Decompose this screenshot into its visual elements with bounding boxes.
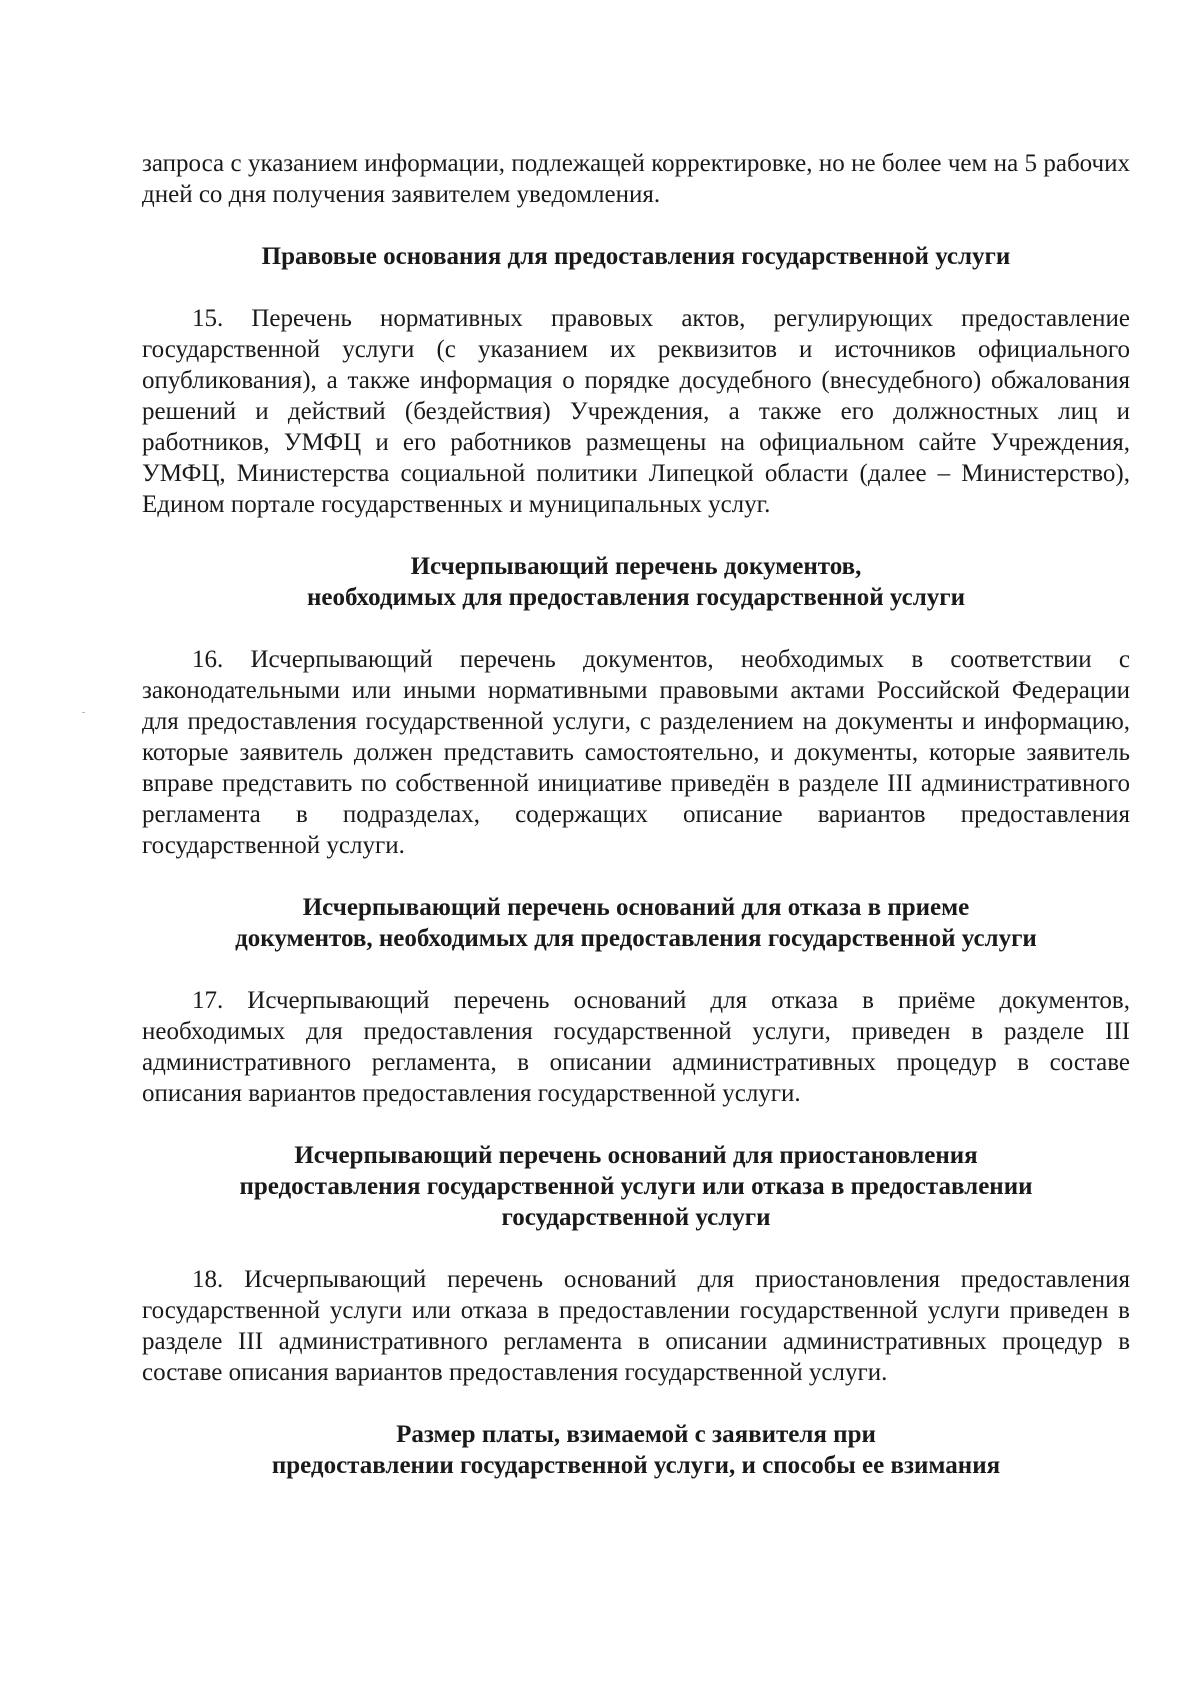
heading-line: Размер платы, взимаемой с заявителя при <box>396 1421 876 1448</box>
heading-line: государственной услуги <box>501 1204 771 1231</box>
paragraph-15: 15. Перечень нормативных правовых актов, регулирующих предоставление государственной услуги (с указанием их реквизитов и источников официального опубликования), а также информация о порядке досудебного (внесудебного) обжалования решений и действий (бездействия) Учреждения, а также его должностных лиц и работников, УМФЦ и его работников размещены на официальном сайте Учреждения, УМФЦ, Министерства социальной политики Липецкой области (далее – Министерство), Едином портале государственных и муниципальных услуг. <box>142 305 1130 518</box>
heading-line: Исчерпывающий перечень оснований для приостановления <box>294 1142 978 1169</box>
section-heading-suspension-grounds <box>142 1140 1130 1233</box>
heading-line: документов, необходимых для предоставления государственной услуги <box>235 925 1037 952</box>
paragraph-16: 16. Исчерпывающий перечень документов, необходимых в соответствии с законодательными или иными нормативными правовыми актами Российской Федерации для предоставления государственной услуги, с разделением на документы и информацию, которые заявитель должен представить самостоятельно, и документы, которые заявитель вправе представить по собственной инициативе приведён в разделе III административного регламента в подразделах, содержащих описание вариантов предоставления государственной услуги. <box>142 646 1130 859</box>
section-heading-refusal-grounds <box>142 892 1130 954</box>
scan-artifact <box>82 712 85 713</box>
document-body <box>142 148 1130 1481</box>
heading-line: Исчерпывающий перечень оснований для отказа в приеме <box>302 894 970 921</box>
intro-paragraph: запроса с указанием информации, подлежащей корректировке, но не более чем на 5 рабочих дней со дня получения заявителем уведомления. <box>142 150 1130 208</box>
heading-line: предоставлении государственной услуги, и способы ее взимания <box>271 1452 1001 1479</box>
paragraph-18: 18. Исчерпывающий перечень оснований для приостановления предоставления государственной услуги или отказа в предоставлении государственной услуги приведен в разделе III административного регламента в описании административных процедур в составе описания вариантов предоставления государственной услуги. <box>142 1266 1130 1386</box>
heading-line: Правовые основания для предоставления государственной услуги <box>261 243 1011 270</box>
heading-line: необходимых для предоставления государственной услуги <box>307 584 965 611</box>
heading-line: Исчерпывающий перечень документов, <box>410 553 862 580</box>
paragraph-17: 17. Исчерпывающий перечень оснований для отказа в приёме документов, необходимых для предоставления государственной услуги, приведен в разделе III административного регламента, в описании административных процедур в составе описания вариантов предоставления государственной услуги. <box>142 987 1130 1107</box>
section-heading-documents-list <box>142 551 1130 613</box>
heading-line: предоставления государственной услуги или отказа в предоставлении <box>239 1173 1033 1200</box>
section-heading-legal-basis <box>142 241 1130 272</box>
section-heading-fee <box>142 1419 1130 1481</box>
